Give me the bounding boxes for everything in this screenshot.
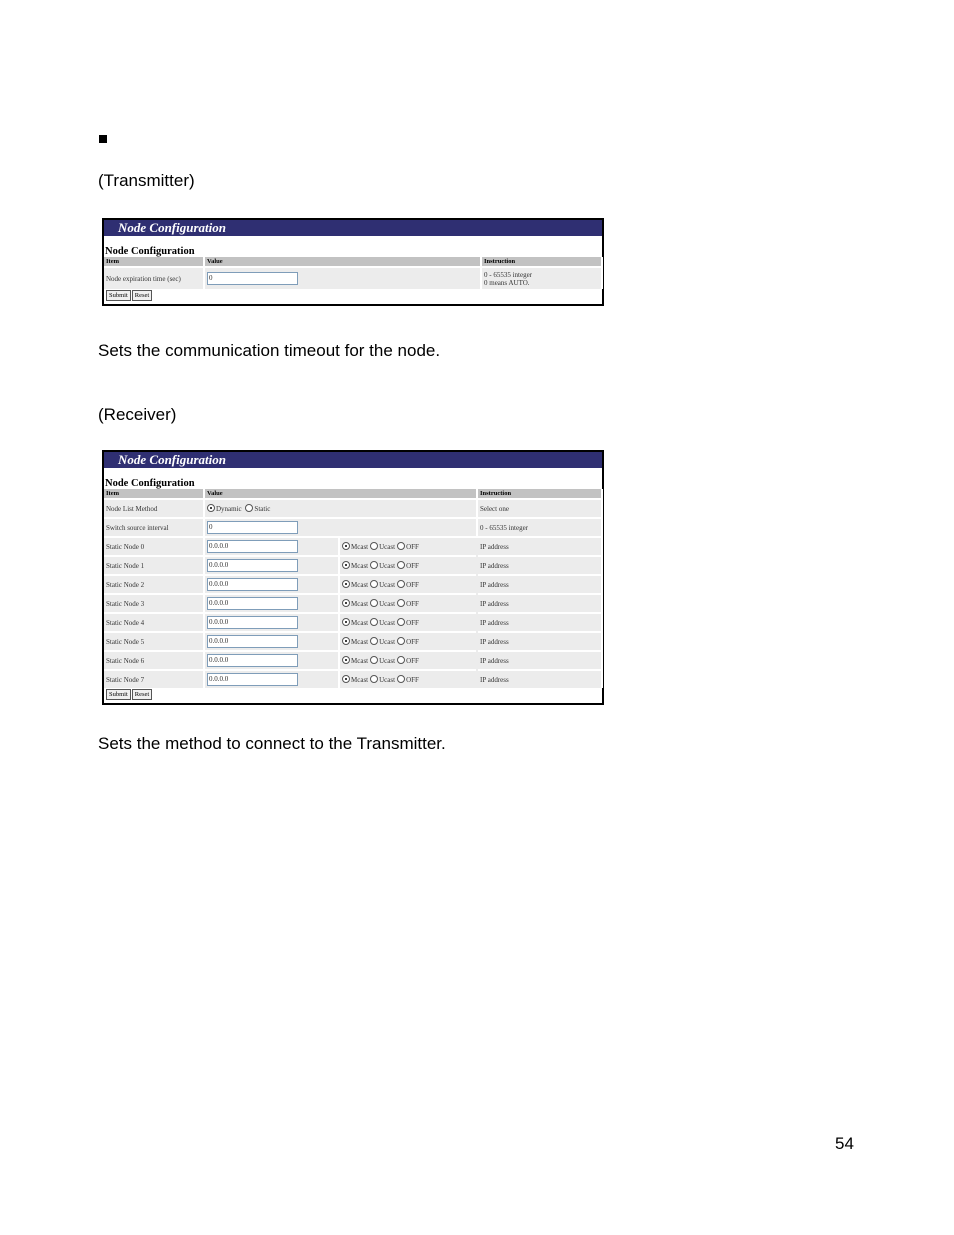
- radio-selected-icon: [342, 618, 350, 626]
- radio-label: Ucast: [379, 600, 396, 608]
- row-instruction: [481, 267, 602, 289]
- radio-unselected-icon: [245, 504, 253, 512]
- bullet-marker: [99, 135, 107, 143]
- radio-label: OFF: [406, 600, 419, 608]
- transmitter-config-panel: [102, 218, 604, 306]
- row-instruction: IP address: [477, 537, 602, 556]
- radio-ucast[interactable]: [370, 675, 395, 684]
- submit-button[interactable]: Submit: [106, 689, 131, 700]
- row-label: Static Node 7: [104, 670, 204, 688]
- radio-unselected-icon: [370, 580, 378, 588]
- page-number: 54: [835, 1134, 854, 1153]
- radio-off[interactable]: [397, 656, 419, 665]
- radio-off[interactable]: [397, 580, 419, 589]
- row-instruction: IP address: [477, 670, 602, 688]
- row-label: Static Node 0: [104, 537, 204, 556]
- radio-label: Mcast: [351, 543, 369, 551]
- row-label: Node expiration time (sec): [104, 267, 204, 289]
- static-node-ip-input[interactable]: 0.0.0.0: [207, 635, 298, 648]
- table-row: [104, 613, 602, 632]
- radio-label: Mcast: [351, 600, 369, 608]
- radio-label: Mcast: [351, 619, 369, 627]
- radio-label: Mcast: [351, 581, 369, 589]
- receiver-description: Sets the method to connect to the Transmitter.: [98, 734, 446, 753]
- static-node-ip-input[interactable]: 0.0.0.0: [207, 559, 298, 572]
- static-node-ip-input[interactable]: 0.0.0.0: [207, 654, 298, 667]
- radio-label: Ucast: [379, 562, 396, 570]
- radio-mcast[interactable]: [342, 618, 368, 627]
- radio-ucast[interactable]: [370, 637, 395, 646]
- row-instruction: IP address: [477, 594, 602, 613]
- radio-ucast[interactable]: [370, 656, 395, 665]
- radio-ucast[interactable]: [370, 580, 395, 589]
- column-header-instruction: Instruction: [481, 257, 602, 267]
- radio-label: Dynamic: [216, 505, 242, 513]
- radio-label: OFF: [406, 581, 419, 589]
- radio-unselected-icon: [397, 599, 405, 607]
- radio-label: OFF: [406, 638, 419, 646]
- radio-unselected-icon: [397, 561, 405, 569]
- table-row: [104, 267, 602, 289]
- radio-off[interactable]: [397, 542, 419, 551]
- radio-mcast[interactable]: [342, 656, 368, 665]
- config-table: [104, 489, 603, 688]
- radio-label: Static: [254, 505, 271, 513]
- radio-static[interactable]: [245, 504, 270, 513]
- radio-unselected-icon: [370, 656, 378, 664]
- radio-unselected-icon: [370, 542, 378, 550]
- radio-label: Mcast: [351, 562, 369, 570]
- radio-selected-icon: [207, 504, 215, 512]
- radio-ucast[interactable]: [370, 599, 395, 608]
- radio-label: Mcast: [351, 638, 369, 646]
- radio-ucast[interactable]: [370, 561, 395, 570]
- column-header-instruction: Instruction: [477, 489, 602, 499]
- static-node-ip-input[interactable]: 0.0.0.0: [207, 597, 298, 610]
- table-row: [104, 556, 602, 575]
- static-node-ip-input[interactable]: 0.0.0.0: [207, 578, 298, 591]
- radio-label: Mcast: [351, 676, 369, 684]
- transmitter-heading: (Transmitter): [98, 171, 195, 190]
- radio-ucast[interactable]: [370, 542, 395, 551]
- reset-button[interactable]: Reset: [132, 689, 152, 700]
- static-node-ip-input[interactable]: 0.0.0.0: [207, 673, 298, 686]
- radio-unselected-icon: [370, 618, 378, 626]
- submit-button[interactable]: Submit: [106, 290, 131, 301]
- radio-label: Mcast: [351, 657, 369, 665]
- column-header-value: Value: [204, 257, 481, 267]
- radio-mcast[interactable]: [342, 599, 368, 608]
- column-header-value: Value: [204, 489, 477, 499]
- transmitter-description: Sets the communication timeout for the node.: [98, 341, 441, 360]
- button-row: [104, 289, 602, 304]
- row-label: Static Node 6: [104, 651, 204, 670]
- radio-mcast[interactable]: [342, 580, 368, 589]
- static-node-ip-input[interactable]: 0.0.0.0: [207, 540, 298, 553]
- row-label: Static Node 4: [104, 613, 204, 632]
- radio-unselected-icon: [370, 561, 378, 569]
- row-label: Static Node 1: [104, 556, 204, 575]
- row-label: Node List Method: [104, 499, 204, 518]
- reset-button[interactable]: Reset: [132, 290, 152, 301]
- row-instruction: 0 - 65535 integer: [477, 518, 602, 537]
- radio-selected-icon: [342, 656, 350, 664]
- radio-selected-icon: [342, 675, 350, 683]
- radio-label: OFF: [406, 619, 419, 627]
- radio-unselected-icon: [397, 675, 405, 683]
- table-row: [104, 651, 602, 670]
- static-node-ip-input[interactable]: 0.0.0.0: [207, 616, 298, 629]
- receiver-config-panel: [102, 450, 604, 705]
- radio-off[interactable]: [397, 637, 419, 646]
- radio-label: OFF: [406, 562, 419, 570]
- column-header-item: Item: [104, 257, 204, 267]
- table-row: [104, 537, 602, 556]
- row-label: Static Node 3: [104, 594, 204, 613]
- radio-selected-icon: [342, 561, 350, 569]
- panel-title: Node Configuration: [105, 478, 195, 489]
- radio-unselected-icon: [397, 637, 405, 645]
- radio-label: Ucast: [379, 543, 396, 551]
- radio-off[interactable]: [397, 561, 419, 570]
- radio-off[interactable]: [397, 675, 419, 684]
- radio-selected-icon: [342, 580, 350, 588]
- panel-header: Node Configuration: [104, 452, 602, 468]
- radio-selected-icon: [342, 599, 350, 607]
- radio-label: Ucast: [379, 657, 396, 665]
- row-instruction: IP address: [477, 613, 602, 632]
- panel-header: Node Configuration: [104, 220, 602, 236]
- radio-unselected-icon: [397, 542, 405, 550]
- radio-ucast[interactable]: [370, 618, 395, 627]
- radio-off[interactable]: [397, 599, 419, 608]
- radio-selected-icon: [342, 542, 350, 550]
- radio-unselected-icon: [397, 656, 405, 664]
- row-label: Static Node 2: [104, 575, 204, 594]
- radio-unselected-icon: [370, 637, 378, 645]
- radio-label: OFF: [406, 657, 419, 665]
- radio-label: Ucast: [379, 638, 396, 646]
- row-instruction: IP address: [477, 556, 602, 575]
- row-instruction: IP address: [477, 575, 602, 594]
- config-table: [104, 257, 603, 289]
- radio-label: OFF: [406, 676, 419, 684]
- table-row: [104, 575, 602, 594]
- row-instruction: IP address: [477, 651, 602, 670]
- table-row: [104, 594, 602, 613]
- radio-unselected-icon: [397, 580, 405, 588]
- radio-mcast[interactable]: [342, 675, 368, 684]
- radio-unselected-icon: [397, 618, 405, 626]
- radio-off[interactable]: [397, 618, 419, 627]
- radio-label: Ucast: [379, 676, 396, 684]
- switch-interval-input[interactable]: 0: [207, 521, 298, 534]
- table-row: [104, 670, 602, 688]
- node-expiration-input[interactable]: 0: [207, 272, 298, 285]
- row-instruction: IP address: [477, 632, 602, 651]
- radio-label: OFF: [406, 543, 419, 551]
- radio-label: Ucast: [379, 581, 396, 589]
- table-row: [104, 518, 602, 537]
- radio-unselected-icon: [370, 675, 378, 683]
- row-instruction: Select one: [477, 499, 602, 518]
- panel-title: Node Configuration: [105, 246, 195, 257]
- row-label: Switch source interval: [104, 518, 204, 537]
- radio-selected-icon: [342, 637, 350, 645]
- column-header-item: Item: [104, 489, 204, 499]
- radio-mcast[interactable]: [342, 637, 368, 646]
- radio-unselected-icon: [370, 599, 378, 607]
- instruction-line: 0 means AUTO.: [484, 278, 530, 287]
- row-label: Static Node 5: [104, 632, 204, 651]
- button-row: [104, 688, 602, 703]
- radio-label: Ucast: [379, 619, 396, 627]
- instruction-line: 0 - 65535 integer: [484, 270, 533, 279]
- table-row: [104, 499, 602, 518]
- table-row: [104, 632, 602, 651]
- radio-dynamic[interactable]: [207, 504, 242, 513]
- radio-mcast[interactable]: [342, 561, 368, 570]
- receiver-heading: (Receiver): [98, 405, 177, 424]
- radio-mcast[interactable]: [342, 542, 368, 551]
